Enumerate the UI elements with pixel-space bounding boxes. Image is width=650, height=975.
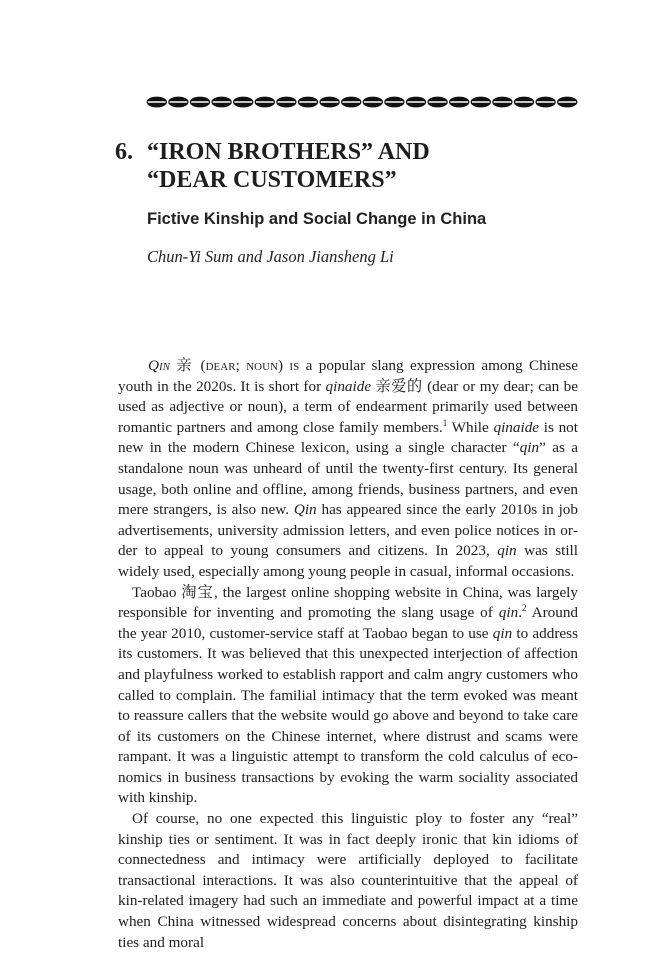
text-run: dear bbox=[205, 357, 236, 374]
paragraph bbox=[118, 356, 578, 583]
ornament-lozenge bbox=[384, 97, 404, 108]
text-run: ; bbox=[235, 357, 247, 374]
text-run: Qin bbox=[293, 501, 317, 519]
ornament-lozenge bbox=[211, 97, 231, 108]
text-run: qinaide bbox=[493, 418, 540, 436]
ornament-lozenge bbox=[492, 97, 512, 108]
text-run: Qin bbox=[148, 357, 170, 374]
chapter-authors: Chun-Yi Sum and Jason Jiansheng Li bbox=[147, 247, 394, 266]
text-run: While bbox=[447, 418, 494, 436]
text-run: noun bbox=[246, 357, 278, 374]
ornament-lozenge bbox=[427, 97, 447, 108]
chapter-title-line-2: “DEAR CUSTOMERS” bbox=[147, 167, 397, 193]
ornament-lozenge bbox=[233, 97, 253, 108]
ornament-lozenge bbox=[406, 97, 426, 108]
ornament-divider bbox=[146, 96, 578, 108]
ornament-lozenge bbox=[341, 97, 361, 108]
text-run: 亲爱的 (dear or my dear; can be used as adjective or noun), a term of endearment primarily used between romantic partners and among close family members. bbox=[118, 377, 578, 436]
text-run: qin bbox=[498, 604, 519, 622]
text-run: qin bbox=[497, 542, 517, 560]
paragraph bbox=[118, 583, 578, 810]
text-run: ” as a standalone noun was unheard of until the twenty-first century. Its general usage, both online and offline, among friends, business partners, and even mere strangers, is also new. bbox=[118, 439, 579, 519]
ornament-lozenge bbox=[147, 97, 167, 108]
ornament-lozenge bbox=[363, 97, 383, 108]
text-run: is bbox=[289, 357, 300, 374]
text-run: was still widely used, especially among young people in casual, informal occasions. bbox=[118, 542, 578, 580]
text-run: is not new in the modern Chinese lexicon, using a single character “ bbox=[118, 418, 578, 457]
text-run: ) bbox=[277, 357, 290, 374]
text-run: qin bbox=[519, 439, 540, 457]
text-run: qin bbox=[492, 624, 513, 642]
ornament-lozenge bbox=[471, 97, 491, 108]
text-run: qinaide bbox=[325, 377, 372, 395]
text-run: Taobao 淘宝, the largest online shopping website in China, was largely responsible for inventing and promoting the slang usage of bbox=[118, 583, 578, 622]
ornament-lozenge bbox=[298, 97, 318, 108]
chapter-number: 6. bbox=[115, 139, 133, 165]
ornament-lozenge bbox=[535, 97, 555, 108]
text-run: has appeared since the early 2010s in job advertisements, university admission letters, and even police notices in order to appeal to young consumers and citizens. In 2023, bbox=[118, 501, 578, 560]
ornament-lozenge bbox=[557, 97, 577, 108]
ornament-lozenge bbox=[319, 97, 339, 108]
ornament-lozenge bbox=[514, 97, 534, 108]
paragraph bbox=[118, 809, 578, 953]
ornament-lozenge bbox=[449, 97, 469, 108]
ornament-lozenge bbox=[255, 97, 275, 108]
body-text bbox=[118, 356, 578, 953]
text-run: a popular slang expression among Chinese youth in the 2020s. It is short for bbox=[118, 357, 578, 395]
footnote-marker: 1 bbox=[442, 417, 448, 428]
chapter-heading bbox=[115, 138, 575, 268]
text-run: . bbox=[518, 604, 522, 622]
text-run: Of course, no one expected this linguistic ploy to foster any “real” kinship ties or sentiment. It was in fact deeply ironic that kin idioms of connectedness and intimacy were artificially deployed to facilitate transactional interactions. It was also counterintuitive that the appeal of kin-related imagery had such an immediate and powerful impact at a time when China witnessed widespread concerns about disintegrating kinship ties and moral bbox=[118, 810, 578, 951]
footnote-marker: 2 bbox=[522, 603, 527, 614]
chapter-title bbox=[115, 138, 575, 194]
ornament-lozenge bbox=[276, 97, 296, 108]
ornament-lozenge bbox=[190, 97, 210, 108]
chapter-subtitle: Fictive Kinship and Social Change in China bbox=[147, 210, 487, 228]
chapter-title-line-1: “IRON BROTHERS” AND bbox=[147, 139, 430, 165]
text-run: 亲 ( bbox=[169, 357, 206, 374]
ornament-lozenge bbox=[168, 97, 188, 108]
chapter-title-lines bbox=[147, 138, 430, 194]
text-run: Around the year 2010, customer-service staff at Taobao began to use bbox=[118, 604, 579, 642]
text-run: to address its customers. It was believed that this unexpected interjection of affection and playfulness worked to establish rapport and calm angry customers who called to complain. The familial intimacy that the term evoked was meant to reassure callers that the website would go above and beyond to take care of its customers on the Chinese internet, where distrust and scams were rampant. It was a linguistic attempt to transform the cold calculus of economics in business transactions by evoking the warm sociality associated with kinship. bbox=[118, 624, 578, 807]
